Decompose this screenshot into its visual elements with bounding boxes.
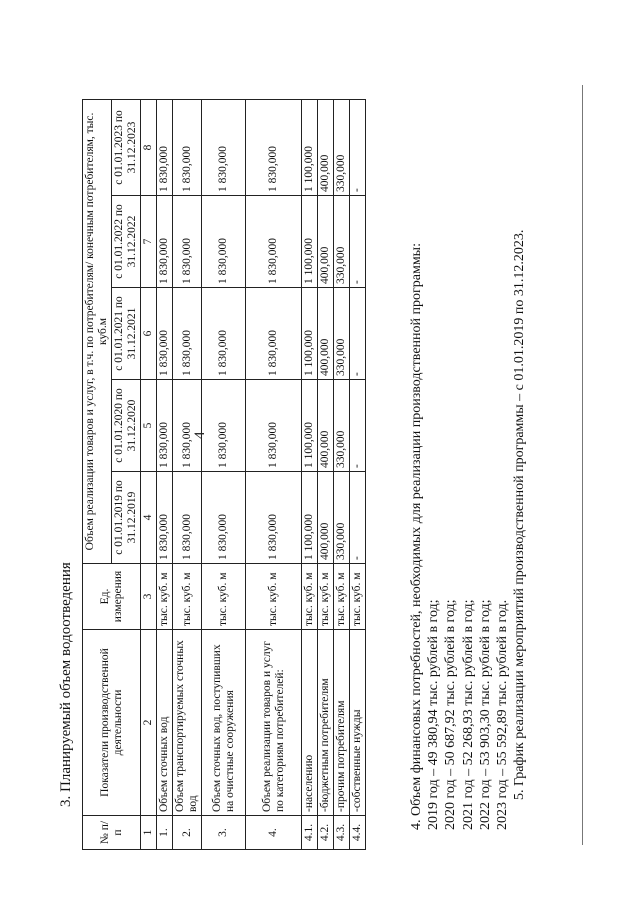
table-row xyxy=(202,99,246,849)
footer-divider xyxy=(582,85,583,845)
page-number: 4 xyxy=(192,431,208,439)
row-value: 1 830,000 xyxy=(246,99,302,195)
col-number: 6 xyxy=(141,288,157,380)
header-period: с 01.01.2022 по 31.12.2022 xyxy=(112,196,141,288)
col-number: 5 xyxy=(141,380,157,472)
row-unit: тыс. куб. м xyxy=(302,564,318,630)
row-value: 1 830,000 xyxy=(157,288,173,380)
row-number: 4.1. xyxy=(302,816,318,850)
row-value: - xyxy=(350,196,366,288)
header-volume-group: Объем реализации товаров и услуг, в т.ч. по потребителям/ конечным потребителям, тыс. куб.м xyxy=(83,99,112,563)
header-unit: Ед. измерения xyxy=(83,564,141,630)
row-value: 400,000 xyxy=(318,472,334,564)
table-row xyxy=(157,99,173,849)
financial-needs-title: 4. Объем финансовых потребностей, необходимых для реализации производственной программы: xyxy=(409,243,424,830)
header-period: с 01.01.2021 по 31.12.2021 xyxy=(112,288,141,380)
row-value: 330,000 xyxy=(334,99,350,195)
table-row xyxy=(302,99,318,849)
row-value: 1 830,000 xyxy=(173,196,202,288)
row-unit: тыс. куб. м xyxy=(202,564,246,630)
row-indicator: Объем сточных вод xyxy=(157,630,173,816)
row-value: 1 830,000 xyxy=(246,472,302,564)
row-value: 1 830,000 xyxy=(173,472,202,564)
schedule-line: 5. График реализации мероприятий производственной программы – с 01.01.2019 по 31.12.2023. xyxy=(512,229,528,800)
row-indicator: -прочим потребителям xyxy=(334,630,350,816)
year-line: 2022 год – 53 903,30 тыс. рублей в год; xyxy=(477,599,493,830)
row-value: - xyxy=(350,380,366,472)
row-value: - xyxy=(350,288,366,380)
year-line: 2023 год – 55 592,89 тыс. рублей в год. xyxy=(495,599,511,830)
row-value: 1 100,000 xyxy=(302,380,318,472)
row-indicator: -населению xyxy=(302,630,318,816)
row-value: 1 830,000 xyxy=(157,472,173,564)
row-indicator: -бюджетным потребителям xyxy=(318,630,334,816)
row-number: 1. xyxy=(157,816,173,850)
section-title: 3. Планируемый объем водоотведения xyxy=(58,562,74,807)
row-value: 330,000 xyxy=(334,196,350,288)
year-line: 2019 год – 49 380,94 тыс. рублей в год; xyxy=(426,599,442,830)
row-value: - xyxy=(350,99,366,195)
row-value: 1 830,000 xyxy=(173,288,202,380)
row-value: 330,000 xyxy=(334,288,350,380)
col-number: 2 xyxy=(141,630,157,816)
row-value: 400,000 xyxy=(318,288,334,380)
row-value: 1 100,000 xyxy=(302,99,318,195)
row-value: 400,000 xyxy=(318,99,334,195)
row-value: 1 830,000 xyxy=(246,380,302,472)
header-period: с 01.01.2019 по 31.12.2019 xyxy=(112,472,141,564)
row-value: 1 100,000 xyxy=(302,472,318,564)
row-unit: тыс. куб. м xyxy=(157,564,173,630)
row-value: 1 830,000 xyxy=(157,99,173,195)
row-number: 4.4. xyxy=(350,816,366,850)
row-value: 400,000 xyxy=(318,380,334,472)
col-number: 7 xyxy=(141,196,157,288)
col-number: 4 xyxy=(141,472,157,564)
row-unit: тыс. куб. м xyxy=(350,564,366,630)
row-value: 1 830,000 xyxy=(202,288,246,380)
row-unit: тыс. куб. м xyxy=(318,564,334,630)
row-value: 1 830,000 xyxy=(157,196,173,288)
row-value: 1 830,000 xyxy=(157,380,173,472)
row-value: 330,000 xyxy=(334,472,350,564)
row-value: 1 830,000 xyxy=(246,288,302,380)
row-value: 1 100,000 xyxy=(302,288,318,380)
row-value: 1 100,000 xyxy=(302,196,318,288)
col-number: 8 xyxy=(141,99,157,195)
row-number: 3. xyxy=(202,816,246,850)
year-line: 2020 год – 50 687,92 тыс. рублей в год; xyxy=(443,599,459,830)
table-row xyxy=(318,99,334,849)
row-value: 1 830,000 xyxy=(173,380,202,472)
row-value: 1 830,000 xyxy=(202,196,246,288)
table-row xyxy=(173,99,202,849)
row-value: 1 830,000 xyxy=(173,99,202,195)
wastewater-volume-table xyxy=(82,99,366,850)
row-value: 330,000 xyxy=(334,380,350,472)
row-value: - xyxy=(350,472,366,564)
row-number: 4. xyxy=(246,816,302,850)
row-number: 4.3. xyxy=(334,816,350,850)
header-indicator: Показатели производственной деятельности xyxy=(83,630,141,816)
row-indicator: Объем транспортируемых сточных вод xyxy=(173,630,202,816)
row-value: 1 830,000 xyxy=(202,472,246,564)
row-value: 1 830,000 xyxy=(202,99,246,195)
col-number: 1 xyxy=(141,816,157,850)
row-unit: тыс. куб. м xyxy=(334,564,350,630)
table-row xyxy=(334,99,350,849)
row-unit: тыс. куб. м xyxy=(173,564,202,630)
row-number: 2. xyxy=(173,816,202,850)
row-indicator: -собственные нужды xyxy=(350,630,366,816)
header-period: с 01.01.2023 по 31.12.2023 xyxy=(112,99,141,195)
col-number: 3 xyxy=(141,564,157,630)
column-number-row xyxy=(141,99,157,849)
row-value: 1 830,000 xyxy=(202,380,246,472)
table-row xyxy=(246,99,302,849)
row-indicator: Объем реализации товаров и услуг по категориям потребителей: xyxy=(246,630,302,816)
year-line: 2021 год – 52 268,93 тыс. рублей в год; xyxy=(460,599,476,830)
header-period: с 01.01.2020 по 31.12.2020 xyxy=(112,380,141,472)
header-num: № п/п xyxy=(83,816,141,850)
table-row xyxy=(350,99,366,849)
row-value: 400,000 xyxy=(318,196,334,288)
row-number: 4.2. xyxy=(318,816,334,850)
row-indicator: Объем сточных вод, поступивших на очистные сооружения xyxy=(202,630,246,816)
notes-block xyxy=(408,230,528,830)
row-unit: тыс. куб. м xyxy=(246,564,302,630)
row-value: 1 830,000 xyxy=(246,196,302,288)
